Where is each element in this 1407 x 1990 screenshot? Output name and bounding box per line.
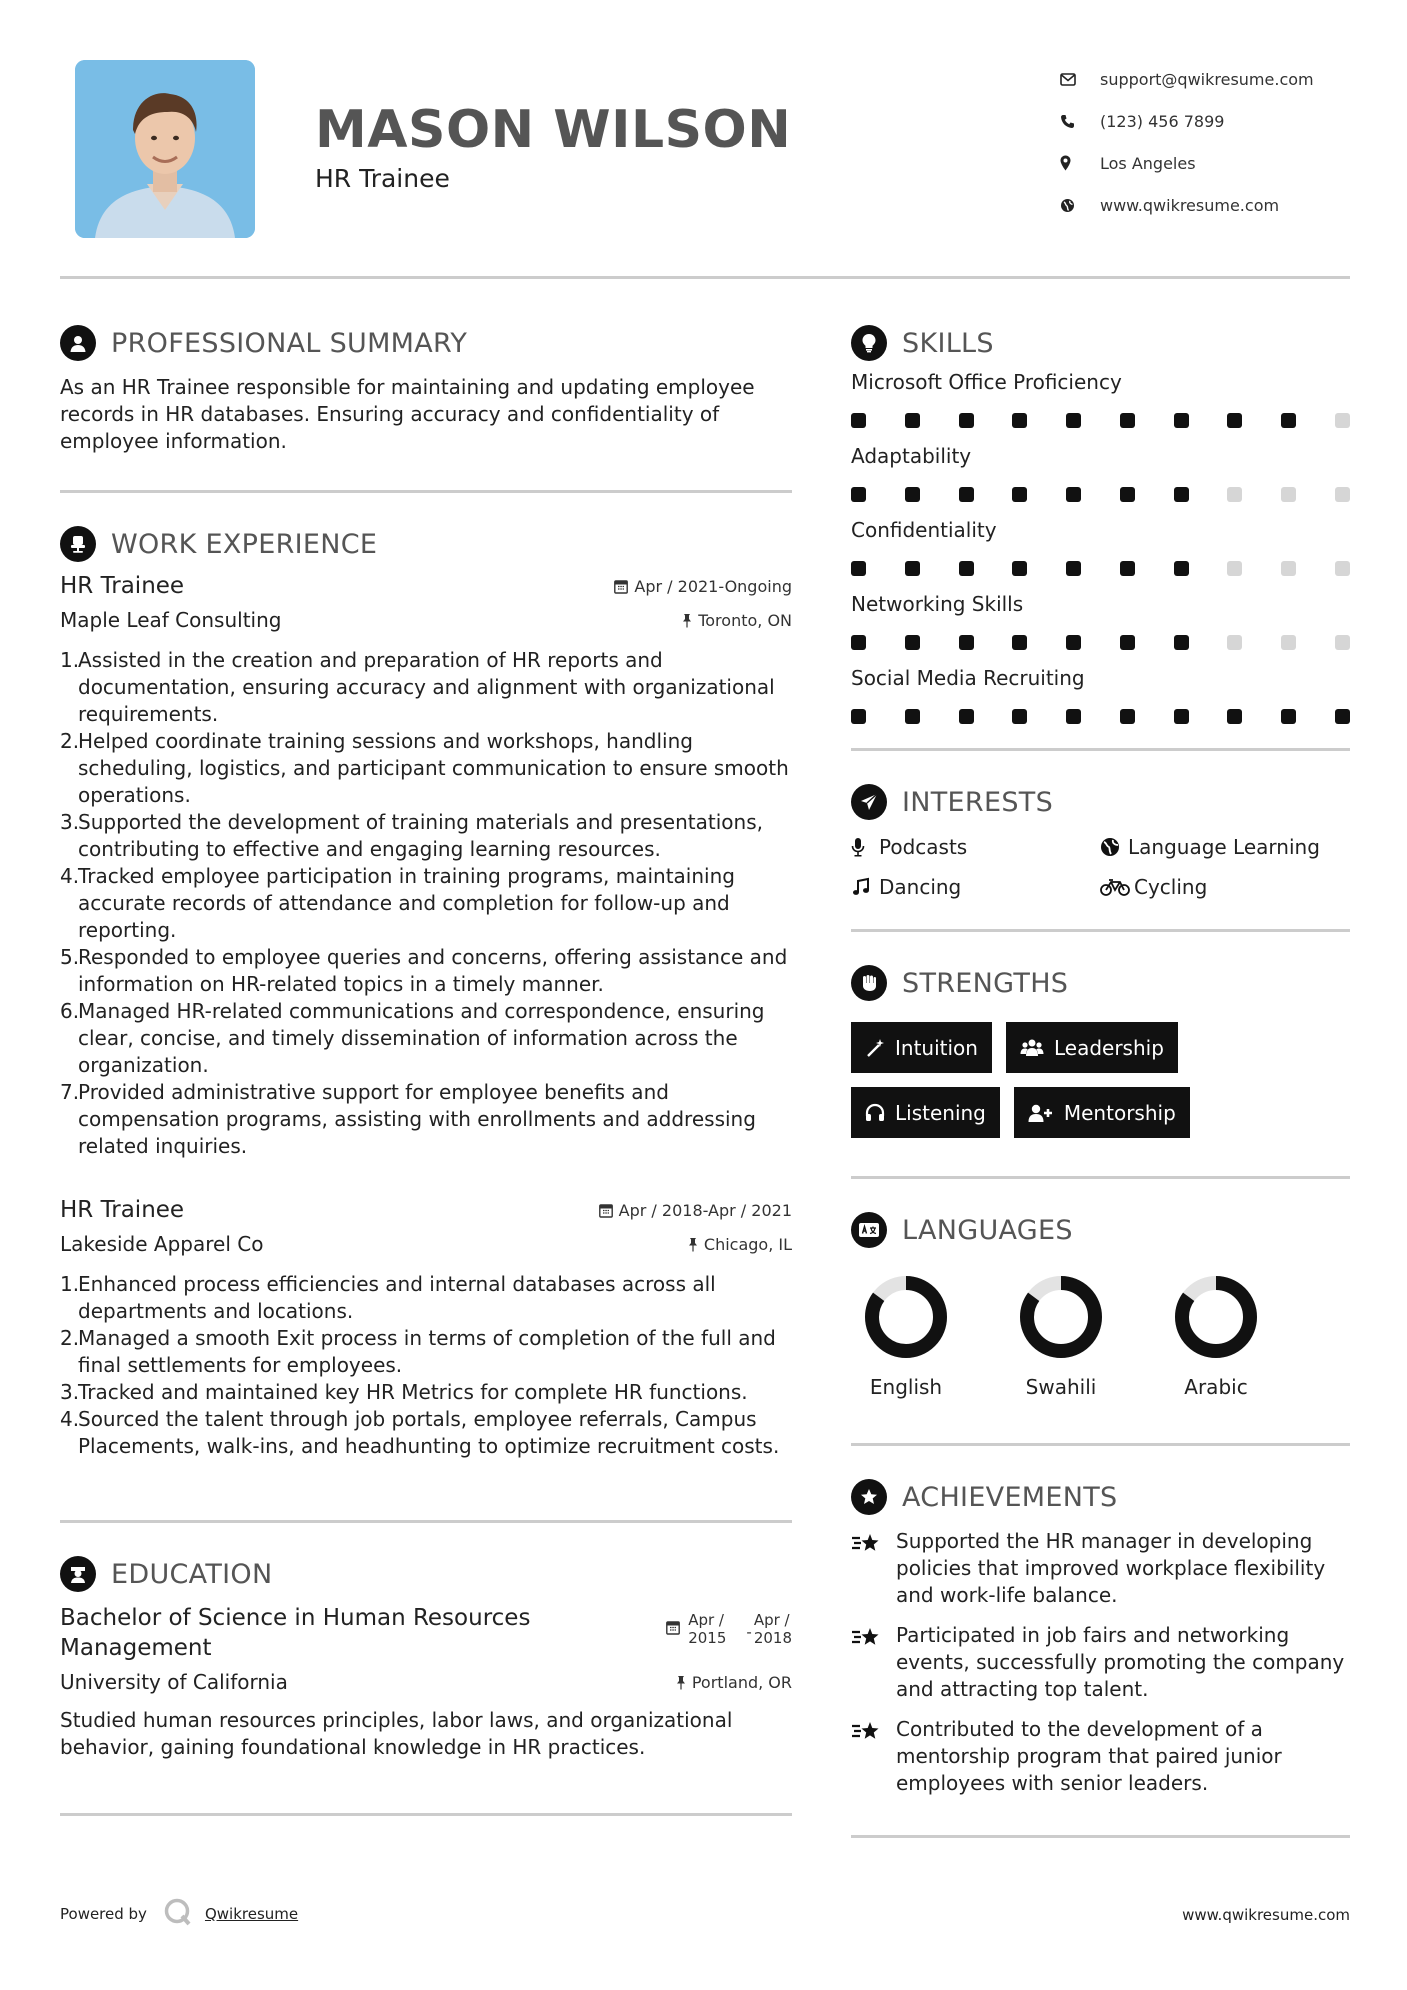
duty-text: Tracked and maintained key HR Metrics for complete HR functions. — [78, 1380, 748, 1404]
interest-item — [1100, 875, 1350, 899]
job-location — [682, 611, 792, 630]
skill-rating — [851, 545, 1350, 592]
strengths-section — [851, 960, 1350, 1179]
skill-rating — [851, 471, 1350, 518]
education-end-month: Apr / — [753, 1611, 790, 1629]
section-divider — [60, 1520, 792, 1523]
strength-tag — [1006, 1022, 1178, 1073]
duty-text: Provided administrative support for employee benefits and compensation programs, assisting with enrollments and addressing related inquiries. — [78, 1080, 756, 1158]
rating-dot-filled — [1120, 635, 1135, 650]
duty-item — [60, 944, 792, 998]
job-subheader — [60, 1227, 792, 1261]
section-header — [851, 1207, 1350, 1253]
duty-item — [60, 809, 792, 863]
education-dates — [666, 1611, 792, 1663]
section-divider — [60, 490, 792, 493]
contact-phone-text: (123) 456 7899 — [1100, 111, 1225, 131]
pushpin-icon — [688, 1237, 698, 1252]
job-location — [688, 1235, 792, 1254]
interest-label: Podcasts — [879, 835, 968, 859]
language-proficiency-ring — [1017, 1273, 1105, 1361]
duty-number: 3. — [60, 1380, 80, 1404]
strength-label: Listening — [895, 1100, 986, 1125]
lightbulb-icon — [851, 325, 887, 361]
bicycle-icon — [1100, 878, 1134, 896]
education-location — [676, 1673, 792, 1692]
rating-dot-filled — [851, 487, 866, 502]
right-column — [851, 320, 1350, 1838]
headphones-icon — [865, 1103, 885, 1123]
footer-website[interactable]: www.qwikresume.com — [1182, 1906, 1350, 1924]
contact-phone — [1060, 100, 1370, 142]
education-end-year: 2018 — [753, 1629, 792, 1647]
duty-number: 3. — [60, 810, 80, 834]
achievement-item — [851, 1622, 1350, 1703]
duty-text: Tracked employee participation in training programs, maintaining accurate records of attendance and completion for follow-up and reporting. — [78, 864, 735, 942]
language-proficiency-ring — [862, 1273, 950, 1361]
section-header — [60, 521, 792, 567]
languages-list — [851, 1273, 1271, 1399]
skill-item — [851, 592, 1350, 666]
rating-dot-filled — [851, 561, 866, 576]
calendar-icon — [666, 1620, 680, 1635]
duty-item — [60, 1271, 792, 1325]
skill-name: Networking Skills — [851, 592, 1024, 616]
qwikresume-link[interactable]: Qwikresume — [204, 1905, 299, 1923]
duty-item — [60, 728, 792, 809]
contact-block — [1060, 58, 1370, 226]
job-dates-text: Apr / 2021-Ongoing — [634, 576, 792, 596]
duty-number: 7. — [60, 1080, 80, 1104]
achievement-item — [851, 1528, 1350, 1609]
skills-list — [851, 370, 1350, 740]
interests-grid — [851, 835, 1350, 899]
rating-dot-filled — [959, 709, 974, 724]
calendar-icon — [614, 579, 628, 594]
strength-tag — [1014, 1087, 1190, 1138]
section-header — [851, 1474, 1350, 1520]
education-location-text: Portland, OR — [691, 1672, 792, 1692]
skill-item — [851, 666, 1350, 740]
rating-dot-filled — [1120, 487, 1135, 502]
duty-item — [60, 1079, 792, 1160]
rating-dot-filled — [851, 635, 866, 650]
languages-section — [851, 1207, 1350, 1446]
education-date-dash: - — [746, 1623, 752, 1641]
interest-label: Language Learning — [1128, 835, 1320, 859]
section-title: SKILLS — [902, 327, 994, 359]
profile-photo — [75, 60, 255, 238]
achievement-text: Participated in job fairs and networking events, successfully promoting the company and attracting top talent. — [896, 1623, 1345, 1701]
job-header — [60, 1193, 792, 1227]
star-badge-icon — [851, 1479, 887, 1515]
duty-text: Managed HR-related communications and correspondence, ensuring clear, concise, and timely dissemination of information across the organization. — [78, 999, 765, 1077]
rating-dot-empty — [1227, 561, 1242, 576]
language-item — [1006, 1273, 1116, 1399]
rating-dot-filled — [1066, 413, 1081, 428]
language-card-icon — [851, 1212, 887, 1248]
rating-dot-filled — [1066, 487, 1081, 502]
language-label: Arabic — [1184, 1375, 1248, 1399]
duty-text: Supported the development of training materials and presentations, contributing to effective and engaging learning resources. — [78, 810, 763, 861]
duty-number: 1. — [60, 648, 80, 672]
rating-dot-filled — [851, 413, 866, 428]
rating-dot-filled — [1174, 487, 1189, 502]
music-icon — [851, 877, 879, 897]
job-company: Maple Leaf Consulting — [60, 608, 282, 632]
users-icon — [1020, 1038, 1044, 1058]
candidate-title: HR Trainee — [315, 164, 450, 193]
section-header — [851, 779, 1350, 825]
rating-dot-filled — [1174, 635, 1189, 650]
rating-dot-filled — [1174, 561, 1189, 576]
job-entry — [60, 569, 792, 1160]
duty-number: 4. — [60, 864, 80, 888]
powered-by-text: Powered by — [60, 1905, 147, 1923]
pushpin-icon — [682, 613, 692, 628]
achievements-list — [851, 1528, 1350, 1797]
contact-email — [1060, 58, 1370, 100]
candidate-name: MASON WILSON — [315, 100, 792, 160]
education-header — [60, 1603, 792, 1663]
qwikresume-logo-icon — [163, 1897, 193, 1931]
duty-number: 2. — [60, 729, 80, 753]
rating-dot-filled — [1174, 413, 1189, 428]
language-proficiency-ring — [1172, 1273, 1260, 1361]
shooting-star-icon — [851, 1716, 896, 1797]
rating-dot-filled — [905, 561, 920, 576]
graduate-icon — [60, 1556, 96, 1592]
section-header — [851, 960, 1350, 1006]
raised-fist-icon — [851, 965, 887, 1001]
education-start-date — [688, 1611, 726, 1647]
duty-text: Responded to employee queries and concerns, offering assistance and information on HR-related topics in a timely manner. — [78, 945, 788, 996]
job-title: HR Trainee — [60, 573, 185, 599]
education-start-month: Apr / — [688, 1611, 724, 1629]
interest-label: Dancing — [879, 875, 962, 899]
globe-icon — [1060, 198, 1100, 213]
rating-dot-empty — [1227, 635, 1242, 650]
achievement-text: Contributed to the development of a mentorship program that paired junior employees with senior leaders. — [896, 1717, 1282, 1795]
duty-item — [60, 1325, 792, 1379]
skill-item — [851, 518, 1350, 592]
rating-dot-empty — [1281, 635, 1296, 650]
duty-item — [60, 647, 792, 728]
section-title: WORK EXPERIENCE — [111, 528, 378, 560]
skill-item — [851, 444, 1350, 518]
rating-dot-filled — [905, 487, 920, 502]
strength-tag — [851, 1022, 992, 1073]
section-divider — [851, 748, 1350, 751]
achievement-text: Supported the HR manager in developing policies that improved workplace flexibility and work-life balance. — [896, 1529, 1326, 1607]
section-title: INTERESTS — [902, 786, 1054, 818]
rating-dot-filled — [851, 709, 866, 724]
duty-item — [60, 998, 792, 1079]
rating-dot-filled — [1174, 709, 1189, 724]
rating-dot-empty — [1281, 487, 1296, 502]
skills-section — [851, 320, 1350, 751]
duty-text: Sourced the talent through job portals, employee referrals, Campus Placements, walk-ins, and headhunting to optimize recruitment costs. — [78, 1407, 780, 1458]
section-divider — [851, 1443, 1350, 1446]
education-section — [60, 1551, 792, 1816]
job-duties-list — [60, 647, 792, 1160]
language-item — [1161, 1273, 1271, 1399]
duty-number: 4. — [60, 1407, 80, 1431]
skill-name: Confidentiality — [851, 518, 997, 542]
rating-dot-empty — [1281, 561, 1296, 576]
summary-text: As an HR Trainee responsible for maintaining and updating employee records in HR databases. Ensuring accuracy and confidentiality of employee information. — [60, 375, 755, 453]
duty-item — [60, 1406, 792, 1460]
education-end-date — [754, 1611, 792, 1647]
school-name: University of California — [60, 1670, 288, 1694]
job-entry — [60, 1193, 792, 1460]
rating-dot-empty — [1335, 487, 1350, 502]
rating-dot-filled — [1120, 561, 1135, 576]
rating-dot-empty — [1335, 561, 1350, 576]
rating-dot-filled — [959, 561, 974, 576]
contact-website — [1060, 184, 1370, 226]
strengths-tags — [851, 1022, 1231, 1138]
job-title: HR Trainee — [60, 1197, 185, 1223]
job-dates — [614, 577, 792, 596]
rating-dot-filled — [959, 635, 974, 650]
strength-tag — [851, 1087, 1000, 1138]
education-description: Studied human resources principles, labor laws, and organizational behavior, gaining foundational knowledge in HR practices. — [60, 1708, 733, 1759]
duty-text: Assisted in the creation and preparation of HR reports and documentation, ensuring accuracy and alignment with organizational requirements. — [78, 648, 775, 726]
section-title: ACHIEVEMENTS — [902, 1481, 1118, 1513]
education-subheader — [60, 1663, 792, 1701]
achievements-section — [851, 1474, 1350, 1838]
rating-dot-filled — [1335, 709, 1350, 724]
envelope-icon — [1060, 73, 1100, 86]
section-divider — [851, 929, 1350, 932]
skill-item — [851, 370, 1350, 444]
rating-dot-filled — [1066, 561, 1081, 576]
duty-number: 6. — [60, 999, 80, 1023]
job-location-text: Toronto, ON — [698, 610, 792, 630]
phone-icon — [1060, 114, 1100, 129]
work-experience-section — [60, 521, 792, 1523]
rating-dot-filled — [1012, 709, 1027, 724]
section-header — [60, 320, 792, 366]
section-title: EDUCATION — [111, 1558, 273, 1590]
rating-dot-filled — [905, 635, 920, 650]
rating-dot-filled — [1066, 635, 1081, 650]
rating-dot-filled — [1227, 413, 1242, 428]
duty-item — [60, 1379, 792, 1406]
contact-website-text[interactable]: www.qwikresume.com — [1100, 195, 1280, 215]
rating-dot-filled — [1120, 413, 1135, 428]
interest-item — [1100, 835, 1350, 859]
rating-dot-filled — [1012, 413, 1027, 428]
section-header — [851, 320, 1350, 366]
user-circle-icon — [60, 325, 96, 361]
left-column — [60, 320, 792, 1816]
strength-label: Intuition — [895, 1035, 978, 1060]
job-dates — [599, 1201, 792, 1220]
rating-dot-filled — [905, 413, 920, 428]
calendar-icon — [599, 1203, 613, 1218]
rating-dot-filled — [959, 487, 974, 502]
job-duties-list — [60, 1271, 792, 1460]
person-photo-illustration — [75, 60, 255, 238]
language-label: English — [869, 1375, 943, 1399]
job-subheader — [60, 603, 792, 637]
strength-label: Mentorship — [1063, 1100, 1176, 1125]
section-divider — [851, 1176, 1350, 1179]
shooting-star-icon — [851, 1622, 896, 1703]
duty-text: Enhanced process efficiencies and internal databases across all departments and locations. — [78, 1272, 716, 1323]
shooting-star-icon — [851, 1528, 896, 1609]
footer-powered-by — [60, 1897, 298, 1931]
rating-dot-filled — [1120, 709, 1135, 724]
skill-name: Microsoft Office Proficiency — [851, 370, 1122, 394]
contact-location-text: Los Angeles — [1100, 153, 1196, 173]
education-start-year: 2015 — [688, 1629, 727, 1647]
professional-summary-section — [60, 320, 792, 493]
duty-number: 5. — [60, 945, 80, 969]
rating-dot-filled — [1012, 635, 1027, 650]
user-plus-icon — [1028, 1103, 1054, 1123]
map-pin-icon — [1060, 155, 1100, 171]
duty-number: 1. — [60, 1272, 80, 1296]
skill-rating — [851, 619, 1350, 666]
skill-rating — [851, 397, 1350, 444]
magic-wand-icon — [865, 1038, 885, 1058]
rating-dot-filled — [959, 413, 974, 428]
skill-name: Social Media Recruiting — [851, 666, 1085, 690]
rating-dot-empty — [1227, 487, 1242, 502]
briefcase-chair-icon — [60, 526, 96, 562]
microphone-icon — [851, 837, 879, 857]
rating-dot-filled — [1281, 413, 1296, 428]
interest-item — [851, 835, 1100, 859]
duty-item — [60, 863, 792, 944]
rating-dot-filled — [1281, 709, 1296, 724]
globe-icon — [1100, 837, 1128, 857]
skill-rating — [851, 693, 1350, 740]
rating-dot-empty — [1335, 635, 1350, 650]
job-header — [60, 569, 792, 603]
contact-email-text[interactable]: support@qwikresume.com — [1100, 69, 1314, 89]
rating-dot-empty — [1335, 413, 1350, 428]
section-divider — [851, 1835, 1350, 1838]
rating-dot-filled — [1012, 561, 1027, 576]
rating-dot-filled — [1227, 709, 1242, 724]
section-title: PROFESSIONAL SUMMARY — [111, 327, 468, 359]
rating-dot-filled — [905, 709, 920, 724]
job-company: Lakeside Apparel Co — [60, 1232, 264, 1256]
header-divider — [60, 276, 1350, 279]
language-label: Swahili — [1025, 1375, 1097, 1399]
duty-text: Managed a smooth Exit process in terms of completion of the full and final settlements for employees. — [78, 1326, 776, 1377]
interest-label: Cycling — [1134, 875, 1208, 899]
section-header — [60, 1551, 792, 1597]
strength-label: Leadership — [1053, 1035, 1164, 1060]
language-item — [851, 1273, 961, 1399]
duty-text: Helped coordinate training sessions and workshops, handling scheduling, logistics, and participant communication to ensure smooth operations. — [78, 729, 789, 807]
achievement-item — [851, 1716, 1350, 1797]
paper-plane-icon — [851, 784, 887, 820]
rating-dot-filled — [1066, 709, 1081, 724]
skill-name: Adaptability — [851, 444, 972, 468]
interest-item — [851, 875, 1100, 899]
contact-location — [1060, 142, 1370, 184]
interests-section — [851, 779, 1350, 932]
section-divider — [60, 1813, 792, 1816]
degree-title: Bachelor of Science in Human Resources Management — [60, 1605, 531, 1661]
job-location-text: Chicago, IL — [703, 1234, 792, 1254]
rating-dot-filled — [1012, 487, 1027, 502]
job-dates-text: Apr / 2018-Apr / 2021 — [618, 1200, 792, 1220]
section-title: STRENGTHS — [902, 967, 1069, 999]
section-title: LANGUAGES — [902, 1214, 1073, 1246]
duty-number: 2. — [60, 1326, 80, 1350]
pushpin-icon — [676, 1675, 686, 1690]
